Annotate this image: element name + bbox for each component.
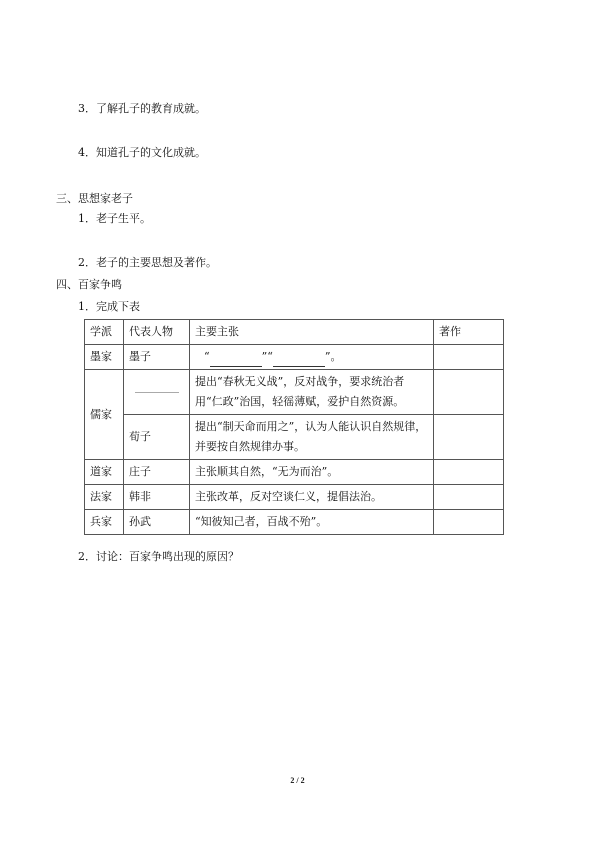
school-cell: 法家 xyxy=(85,485,124,510)
fill-blank-person xyxy=(135,392,179,393)
header-works: 著作 xyxy=(434,320,504,345)
fill-blank-2[interactable] xyxy=(273,354,325,367)
laozi-item-2: 2．老子的主要思想及著作。 xyxy=(78,256,217,269)
person-cell: 韩非 xyxy=(124,485,190,510)
complete-table-instruction: 1．完成下表 xyxy=(78,300,140,313)
table-row xyxy=(85,345,504,370)
works-cell[interactable] xyxy=(434,460,504,485)
table-row xyxy=(85,415,504,460)
quote-open: “ xyxy=(204,350,210,363)
item-3-text: 3．了解孔子的教育成就。 xyxy=(78,102,206,115)
fill-blank-1[interactable] xyxy=(210,354,262,367)
section-heading-laozi: 三、思想家老子 xyxy=(56,192,133,205)
claim-cell: 主张顺其自然，“无为而治”。 xyxy=(190,460,434,485)
claim-cell: 提出“制天命而用之”，认为人能认识自然规律，并要按自然规律办事。 xyxy=(190,415,434,460)
claim-cell: 提出“春秋无义战”，反对战争，要求统治者用“仁政”治国，轻徭薄赋，爱护自然资源。 xyxy=(190,370,434,415)
discussion-question: 2．讨论：百家争鸣出现的原因？ xyxy=(78,550,239,563)
person-cell: 庄子 xyxy=(124,460,190,485)
table-row xyxy=(85,370,504,415)
table-row xyxy=(85,510,504,535)
school-cell: 儒家 xyxy=(85,370,124,460)
header-school: 学派 xyxy=(85,320,124,345)
claim-cell xyxy=(190,345,434,370)
item-4-text: 4．知道孔子的文化成就。 xyxy=(78,146,206,159)
works-cell[interactable] xyxy=(434,370,504,415)
claim-cell: 主张改革，反对空谈仁义，提倡法治。 xyxy=(190,485,434,510)
page-number: 2 / 2 xyxy=(290,776,305,785)
person-cell-blank[interactable] xyxy=(124,370,190,415)
school-cell: 墨家 xyxy=(85,345,124,370)
school-cell: 道家 xyxy=(85,460,124,485)
person-cell: 荀子 xyxy=(124,415,190,460)
claim-cell: “知彼知己者，百战不殆”。 xyxy=(190,510,434,535)
person-cell: 孙武 xyxy=(124,510,190,535)
schools-table xyxy=(84,319,504,535)
section-heading-hundred-schools: 四、百家争鸣 xyxy=(56,278,122,291)
table-header-row xyxy=(85,320,504,345)
works-cell[interactable] xyxy=(434,510,504,535)
table-row xyxy=(85,485,504,510)
quote-mid: ”“ xyxy=(261,350,273,363)
works-cell[interactable] xyxy=(434,485,504,510)
quote-close: ”。 xyxy=(324,350,342,363)
school-cell: 兵家 xyxy=(85,510,124,535)
laozi-item-1: 1．老子生平。 xyxy=(78,212,151,225)
table-row xyxy=(85,460,504,485)
person-cell: 墨子 xyxy=(124,345,190,370)
works-cell[interactable] xyxy=(434,345,504,370)
header-main-ideas: 主要主张 xyxy=(190,320,434,345)
works-cell[interactable] xyxy=(434,415,504,460)
header-representative: 代表人物 xyxy=(124,320,190,345)
